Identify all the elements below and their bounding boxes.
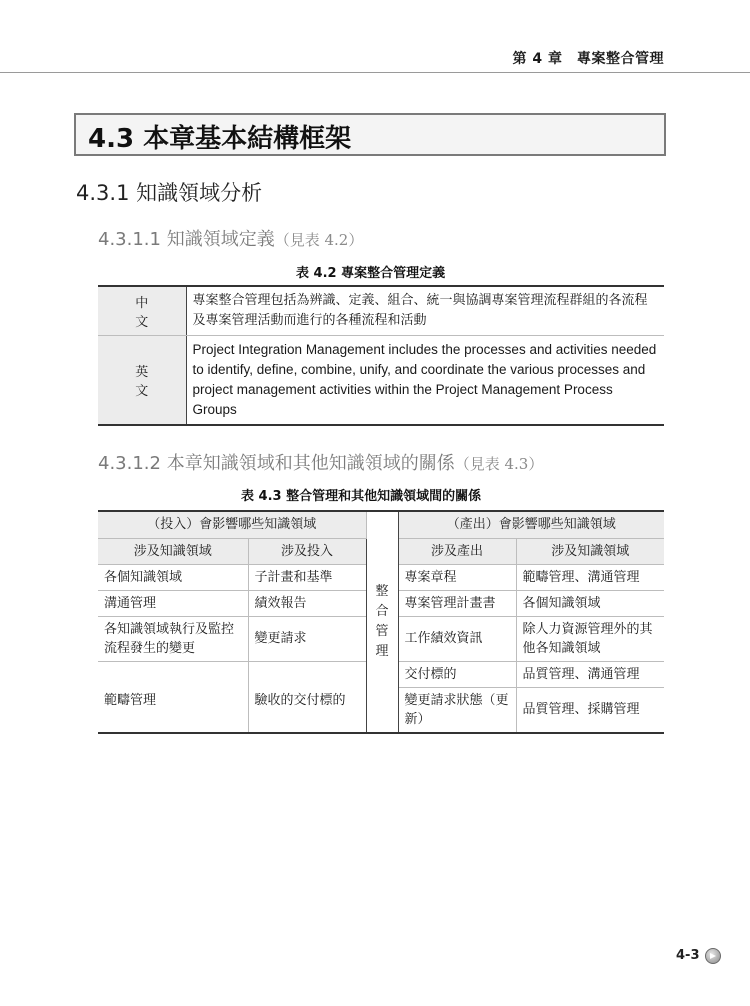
column-header: 涉及知識領域 [516, 538, 664, 564]
table-cell: 績效報告 [248, 590, 366, 616]
table-4-2 [98, 285, 664, 426]
center-char: 理 [375, 643, 389, 659]
table-cell: 變更請求 [248, 616, 366, 661]
table-4-3-caption: 表 4.3 整合管理和其他知識領域間的關係 [241, 489, 482, 504]
center-char: 整 [375, 583, 389, 599]
column-header: 涉及知識領域 [98, 538, 248, 564]
table-cell: 各知識領域執行及監控流程發生的變更 [98, 616, 248, 661]
subsubsection-title-1-text: 4.3.1.1 知識領域定義 [98, 229, 275, 250]
table-cell: 各個知識領域 [516, 590, 664, 616]
subsubsection-title-2 [98, 449, 543, 475]
table-reference-1: （見表 4.2） [274, 231, 364, 249]
section-title-box [74, 113, 666, 156]
output-group-header: （產出）會影響哪些知識領域 [398, 511, 664, 538]
definition-english: Project Integration Management includes the processes and activities needed to identify, define, combine, unify, and coordinate the various processes and project management activities within the Project Management Process Groups [192, 342, 657, 417]
running-title: 第 4 章 專案整合管理 [512, 51, 664, 67]
table-cell: 專案管理計畫書 [398, 590, 516, 616]
table-4-3 [98, 510, 664, 734]
center-char: 管 [375, 623, 389, 639]
table-cell: 溝通管理 [98, 590, 248, 616]
section-title: 4.3 本章基本結構框架 [88, 124, 352, 154]
table-cell: 工作績效資訊 [398, 616, 516, 661]
row-label-english: 英文 [98, 336, 186, 426]
table-cell: 專案章程 [398, 564, 516, 590]
table-row [98, 286, 664, 336]
input-group-header: （投入）會影響哪些知識領域 [98, 511, 366, 538]
table-cell: 驗收的交付標的 [248, 661, 366, 733]
table-4-2-caption: 表 4.2 專案整合管理定義 [296, 266, 446, 281]
table-row [98, 336, 664, 426]
table-cell: 品質管理、採購管理 [516, 687, 664, 733]
column-header: 涉及產出 [398, 538, 516, 564]
page-arrow-icon [705, 948, 721, 964]
table-cell: 交付標的 [398, 661, 516, 687]
row-label-chinese: 中文 [98, 286, 186, 336]
page-header [0, 0, 750, 73]
table-cell: 除人力資源管理外的其他各知識領域 [516, 616, 664, 661]
table-cell: 範疇管理 [98, 661, 248, 733]
table-row [98, 511, 664, 538]
table-cell: 變更請求狀態（更新） [398, 687, 516, 733]
center-char: 合 [375, 603, 389, 619]
table-cell: 範疇管理、溝通管理 [516, 564, 664, 590]
subsubsection-title-1 [98, 225, 363, 251]
subsubsection-title-2-text: 4.3.1.2 本章知識領域和其他知識領域的關係 [98, 453, 455, 474]
table-cell: 各個知識領域 [98, 564, 248, 590]
subsection-title: 4.3.1 知識領域分析 [76, 181, 263, 205]
table-cell: 品質管理、溝通管理 [516, 661, 664, 687]
table-reference-2: （見表 4.3） [454, 455, 544, 473]
column-header: 涉及投入 [248, 538, 366, 564]
definition-chinese: 專案整合管理包括為辨識、定義、組合、統一與協調專案管理流程群組的各流程及專案管理活動而進行的各種流程和活動 [186, 286, 664, 336]
table-cell: 子計畫和基準 [248, 564, 366, 590]
center-integration-label [366, 511, 398, 733]
page-number: 4-3 [676, 948, 700, 963]
